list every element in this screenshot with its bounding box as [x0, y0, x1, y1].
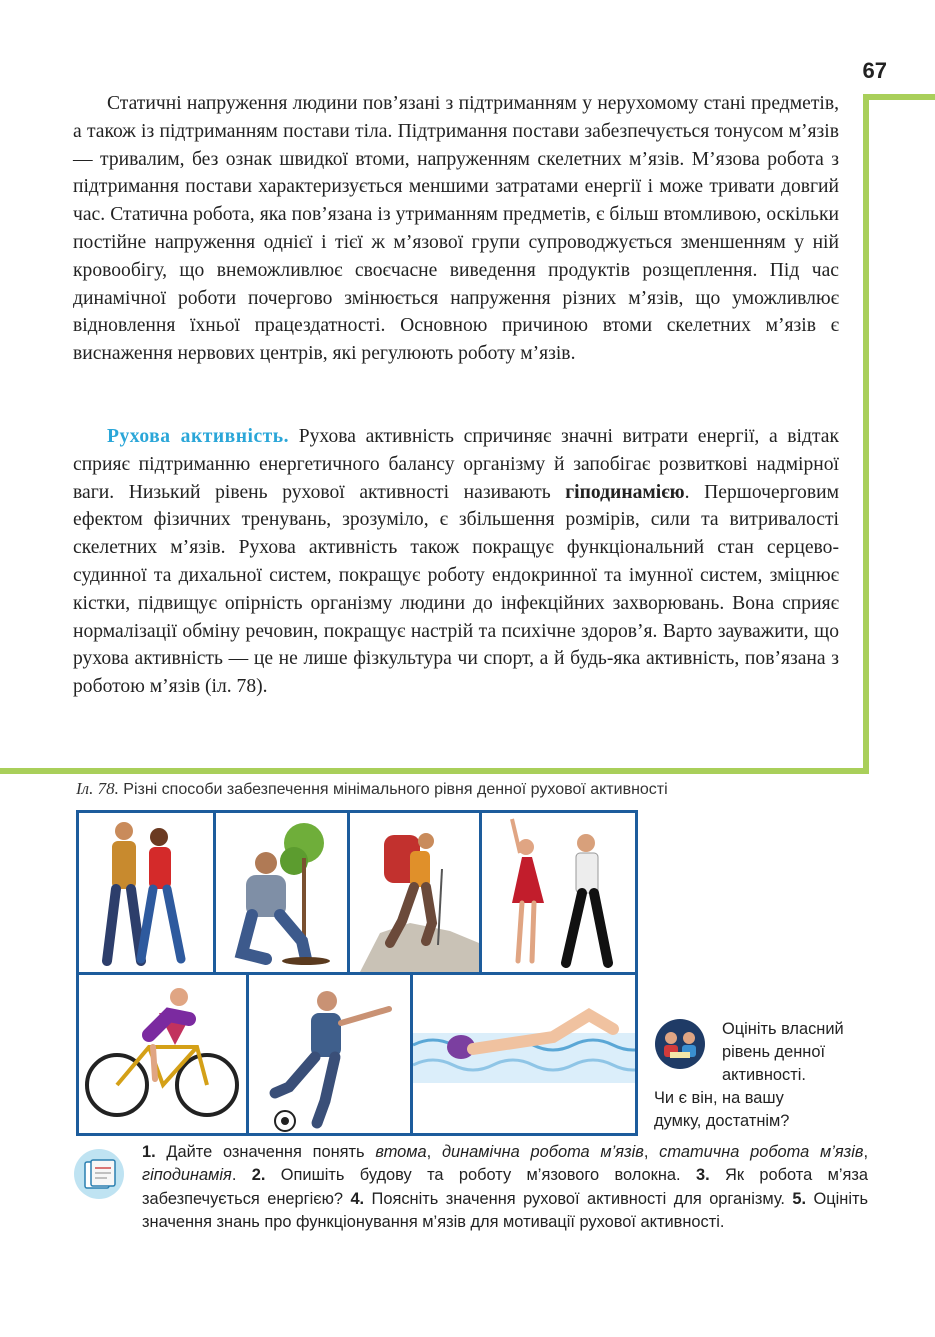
paragraph-motor-activity: [73, 423, 839, 701]
question-1-end: .: [231, 1166, 252, 1185]
question-number-2: 2.: [251, 1166, 266, 1185]
frame-right: [863, 94, 869, 774]
tree-planting-image: [216, 813, 347, 972]
swimmer-image: [413, 975, 635, 1133]
question-number-1: 1.: [142, 1143, 156, 1161]
term-dynamic-work: динамічна робота м’язів: [441, 1143, 644, 1161]
section-term: Рухова активність.: [107, 426, 290, 447]
sidebar-line-5: думку, достатнім?: [654, 1112, 790, 1130]
figure-caption: [76, 779, 668, 799]
frame-bottom: [0, 768, 869, 774]
separator: ,: [643, 1143, 660, 1161]
sidebar-line-1: Оцініть власний: [722, 1020, 844, 1038]
question-number-3: 3.: [695, 1166, 710, 1185]
dancers-image: [482, 813, 635, 972]
paragraph-2-text-a: Рухова активність спричиняє значні витрати енергії, а відтак сприяє підтриманню енергетичного балансу організму й запобігає розвиткові надмірної ваги. Низький рівень рухової активності називають: [73, 426, 839, 503]
illustration-grid: [76, 810, 638, 1136]
term-hypodynamia: гіподинамія: [142, 1166, 232, 1185]
football-player-image: [249, 975, 410, 1133]
question-number-5: 5.: [792, 1189, 807, 1208]
figure-caption-text: Різні способи забезпечення мінімального рівня денної рухової активності: [118, 781, 668, 798]
notebook-icon: [73, 1148, 125, 1200]
term-fatigue: втома: [375, 1143, 427, 1161]
separator: ,: [426, 1143, 442, 1161]
review-questions: [142, 1141, 868, 1234]
page-number: 67: [862, 58, 887, 83]
separator: ,: [863, 1143, 868, 1161]
figure-label: Іл. 78.: [76, 779, 119, 798]
sidebar-self-assessment: [654, 1018, 874, 1133]
question-3-text: Як робота м’яза забезпечується енергією?: [142, 1166, 869, 1208]
bold-term: гіподинамією: [565, 481, 685, 503]
term-static-work: статична робота м’язів: [659, 1143, 864, 1161]
paragraph-2: [73, 423, 839, 701]
paragraph-2-text-b: . Першочерговим ефектом фізичних тренувань, зрозуміло, є збільшення розмірів, сили та витривалості скелетних м’язів. Рухова активність також покращує функціональний стан серцево-судинної та дихальної систем, покращує роботу ендокринної та імунної систем, зміцнює кістки, підвищує опірність організму людини до інфекційних захворювань. Вона сприяє нормалізації обміну речовин, покращує настрій та психічне здоров’я. Варто зауважити, що рухова активність — це не лише фізкультура чи спорт, а й будь-яка активність, пов’язана з роботою м’язів (іл. 78).: [73, 481, 839, 698]
hiker-image: [350, 813, 479, 972]
question-number-4: 4.: [350, 1189, 365, 1208]
question-4-text: Поясніть значення рухової активності для організму.: [364, 1189, 793, 1208]
question-2-text: Опишіть будову та роботу м’язового волокна.: [265, 1166, 696, 1185]
cyclist-image: [79, 975, 246, 1133]
paragraph-1: Статичні напруження людини пов’язані з підтриманням у нерухомому стані предметів, а також із підтриманням постави тіла. Підтримання постави забезпечується тонусом м’язів — тривалим, без ознак швидкої втоми, напруженням скелетних м’язів. М’язова робота з підтримання постави характеризується меншими затратами енергії і може тривати довгий час. Статична робота, яка пов’язана із утриманням предметів, є більш втомливою, оскільки постійне напруження однієї і тієї ж м’язової групи супроводжується зменшенням у ній кровообігу, що внеможливлює своєчасне виведення продуктів розщеплення. Під час динамічної роботи почергово змінюється напруження різних м’язів, що уможливлює відновлення їхньої працездатності. Основною причиною втоми скелетних м’язів є виснаження нервових центрів, які регулюють роботу м’язів.: [73, 93, 839, 365]
sidebar-line-3: активності.: [722, 1066, 806, 1084]
question-1-text: Дайте означення понять: [155, 1143, 376, 1161]
frame-top: [863, 94, 935, 100]
question-5-text: Оцініть значення знань про функціонування м’язів для мотивації рухової активності.: [142, 1189, 869, 1231]
sidebar-line-4: Чи є він, на вашу: [654, 1089, 784, 1107]
sidebar-line-2: рівень денної: [722, 1043, 825, 1061]
paragraph-static-work: [73, 90, 839, 368]
walking-couple-image: [79, 813, 213, 972]
